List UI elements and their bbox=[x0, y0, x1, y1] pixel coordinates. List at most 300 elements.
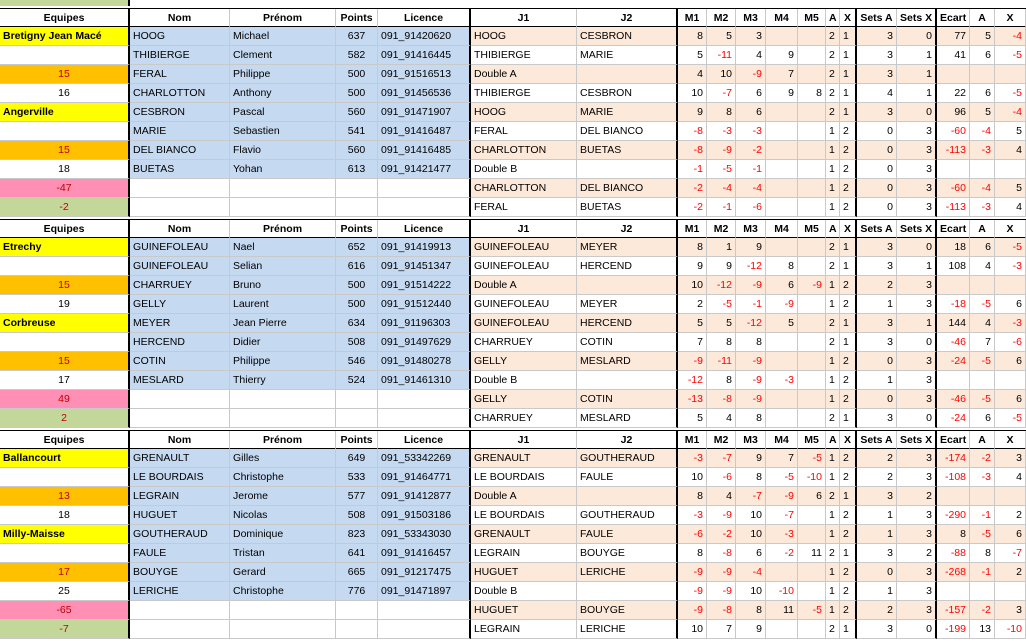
header-cell[interactable]: X bbox=[995, 220, 1026, 239]
cell-a[interactable]: 1 bbox=[826, 352, 840, 371]
cell-j1[interactable]: CHARLOTTON bbox=[471, 179, 577, 198]
cell-a[interactable]: 1 bbox=[826, 179, 840, 198]
cell-points[interactable] bbox=[336, 601, 378, 620]
cell-x[interactable]: 1 bbox=[840, 84, 857, 103]
cell-prenom[interactable]: Christophe bbox=[230, 468, 336, 487]
cell-ex[interactable] bbox=[995, 487, 1026, 506]
header-cell[interactable]: M5 bbox=[798, 220, 826, 239]
cell-ex[interactable]: -3 bbox=[995, 314, 1026, 333]
cell-m2[interactable]: 8 bbox=[736, 333, 766, 352]
cell-nom[interactable]: CESBRON bbox=[130, 103, 230, 122]
cell-j1[interactable]: Double A bbox=[471, 276, 577, 295]
cell-j1[interactable]: Double B bbox=[471, 160, 577, 179]
cell-ex[interactable]: 4 bbox=[995, 468, 1026, 487]
cell-m2[interactable]: -4 bbox=[736, 179, 766, 198]
cell-m2[interactable]: -2 bbox=[736, 141, 766, 160]
cell-points[interactable]: 776 bbox=[336, 582, 378, 601]
cell-j2[interactable]: GOUTHERAUD bbox=[577, 449, 678, 468]
cell-ea[interactable]: -3 bbox=[970, 468, 995, 487]
cell-x[interactable]: 2 bbox=[840, 601, 857, 620]
cell-points[interactable]: 533 bbox=[336, 468, 378, 487]
cell-nom[interactable] bbox=[130, 601, 230, 620]
header-cell[interactable]: Prénom bbox=[230, 220, 336, 239]
cell-ea[interactable]: -5 bbox=[970, 525, 995, 544]
cell-x[interactable]: 2 bbox=[840, 141, 857, 160]
cell-m2[interactable]: -4 bbox=[736, 563, 766, 582]
cell-j2[interactable]: HERCEND bbox=[577, 257, 678, 276]
cell-team[interactable]: 17 bbox=[0, 371, 130, 390]
cell-m3[interactable] bbox=[766, 198, 798, 217]
cell-nom[interactable]: MARIE bbox=[130, 122, 230, 141]
cell-m2[interactable]: 3 bbox=[736, 27, 766, 46]
cell-prenom[interactable]: Flavio bbox=[230, 141, 336, 160]
cell-j2[interactable]: HERCEND bbox=[577, 314, 678, 333]
cell-x[interactable]: 2 bbox=[840, 468, 857, 487]
cell-ex[interactable]: 5 bbox=[995, 179, 1026, 198]
header-cell[interactable]: Sets X bbox=[897, 220, 937, 239]
cell-m2[interactable]: 9 bbox=[736, 449, 766, 468]
cell-sx[interactable]: 0 bbox=[897, 238, 937, 257]
cell-ecart[interactable]: 108 bbox=[937, 257, 970, 276]
cell-m4[interactable] bbox=[798, 179, 826, 198]
cell-ex[interactable]: -4 bbox=[995, 103, 1026, 122]
cell-ecart[interactable]: -108 bbox=[937, 468, 970, 487]
cell-team[interactable]: -47 bbox=[0, 179, 130, 198]
cell-points[interactable] bbox=[336, 390, 378, 409]
cell-ea[interactable] bbox=[970, 276, 995, 295]
cell-j2[interactable]: BOUYGE bbox=[577, 544, 678, 563]
cell-m3[interactable]: -5 bbox=[766, 468, 798, 487]
header-cell[interactable]: Ecart bbox=[937, 431, 970, 450]
cell-m1[interactable]: -9 bbox=[707, 563, 736, 582]
cell-j1[interactable]: CHARRUEY bbox=[471, 333, 577, 352]
cell-ea[interactable]: -2 bbox=[970, 601, 995, 620]
cell-prenom[interactable]: Tristan bbox=[230, 544, 336, 563]
cell-m0[interactable]: -13 bbox=[678, 390, 707, 409]
cell-x[interactable]: 2 bbox=[840, 563, 857, 582]
header-cell[interactable]: Sets X bbox=[897, 431, 937, 450]
cell-points[interactable]: 649 bbox=[336, 449, 378, 468]
cell-team[interactable]: -65 bbox=[0, 601, 130, 620]
cell-prenom[interactable]: Didier bbox=[230, 333, 336, 352]
header-cell[interactable]: Equipes bbox=[0, 9, 130, 28]
cell-j2[interactable]: LERICHE bbox=[577, 563, 678, 582]
cell-x[interactable]: 2 bbox=[840, 371, 857, 390]
cell-m0[interactable]: 2 bbox=[678, 295, 707, 314]
cell-m1[interactable]: -9 bbox=[707, 582, 736, 601]
cell-sx[interactable]: 1 bbox=[897, 65, 937, 84]
cell-a[interactable]: 2 bbox=[826, 27, 840, 46]
header-cell[interactable]: A bbox=[970, 220, 995, 239]
cell-m3[interactable]: -3 bbox=[766, 525, 798, 544]
cell-j1[interactable]: FERAL bbox=[471, 198, 577, 217]
cell-ea[interactable]: 6 bbox=[970, 238, 995, 257]
cell-prenom[interactable] bbox=[230, 601, 336, 620]
cell-team[interactable]: 15 bbox=[0, 276, 130, 295]
cell-prenom[interactable]: Bruno bbox=[230, 276, 336, 295]
cell-nom[interactable]: GRENAULT bbox=[130, 449, 230, 468]
cell-points[interactable]: 823 bbox=[336, 525, 378, 544]
cell-ea[interactable]: -5 bbox=[970, 295, 995, 314]
cell-m2[interactable]: -12 bbox=[736, 257, 766, 276]
cell-nom[interactable]: GOUTHERAUD bbox=[130, 525, 230, 544]
cell-nom[interactable]: MESLARD bbox=[130, 371, 230, 390]
header-cell[interactable]: J2 bbox=[577, 220, 678, 239]
cell-sx[interactable]: 3 bbox=[897, 468, 937, 487]
cell-m0[interactable]: -6 bbox=[678, 525, 707, 544]
cell-licence[interactable]: 091_91421477 bbox=[378, 160, 471, 179]
cell-nom[interactable]: GUINEFOLEAU bbox=[130, 257, 230, 276]
cell-m2[interactable]: -9 bbox=[736, 371, 766, 390]
header-cell[interactable]: Nom bbox=[130, 9, 230, 28]
cell-x[interactable]: 2 bbox=[840, 276, 857, 295]
cell-sa[interactable]: 0 bbox=[857, 390, 897, 409]
header-cell[interactable]: X bbox=[840, 9, 857, 28]
cell-m0[interactable]: 8 bbox=[678, 27, 707, 46]
cell-j1[interactable]: HOOG bbox=[471, 27, 577, 46]
cell-points[interactable]: 508 bbox=[336, 506, 378, 525]
cell-x[interactable]: 2 bbox=[840, 390, 857, 409]
cell-m1[interactable]: -7 bbox=[707, 84, 736, 103]
cell-m4[interactable]: -10 bbox=[798, 468, 826, 487]
cell-j1[interactable]: GRENAULT bbox=[471, 449, 577, 468]
cell-x[interactable]: 2 bbox=[840, 295, 857, 314]
cell-m1[interactable]: -3 bbox=[707, 122, 736, 141]
cell-a[interactable]: 2 bbox=[826, 487, 840, 506]
cell-m3[interactable]: 5 bbox=[766, 314, 798, 333]
header-cell[interactable]: M4 bbox=[766, 220, 798, 239]
cell-nom[interactable]: FAULE bbox=[130, 544, 230, 563]
cell-m1[interactable]: 8 bbox=[707, 103, 736, 122]
cell-ecart[interactable]: -88 bbox=[937, 544, 970, 563]
cell-points[interactable]: 582 bbox=[336, 46, 378, 65]
cell-licence[interactable]: 091_91471907 bbox=[378, 103, 471, 122]
cell-j2[interactable] bbox=[577, 582, 678, 601]
cell-m2[interactable]: 9 bbox=[736, 620, 766, 639]
cell-m3[interactable] bbox=[766, 390, 798, 409]
cell-a[interactable]: 1 bbox=[826, 449, 840, 468]
cell-j2[interactable]: MESLARD bbox=[577, 352, 678, 371]
cell-team[interactable] bbox=[0, 333, 130, 352]
cell-ea[interactable] bbox=[970, 371, 995, 390]
header-cell[interactable]: M2 bbox=[707, 431, 736, 450]
header-cell[interactable]: M5 bbox=[798, 431, 826, 450]
cell-ex[interactable]: -5 bbox=[995, 84, 1026, 103]
cell-a[interactable]: 1 bbox=[826, 563, 840, 582]
cell-sa[interactable]: 3 bbox=[857, 314, 897, 333]
cell-ex[interactable]: 3 bbox=[995, 449, 1026, 468]
cell-prenom[interactable]: Thierry bbox=[230, 371, 336, 390]
cell-m2[interactable]: 9 bbox=[736, 238, 766, 257]
cell-licence[interactable]: 091_91416485 bbox=[378, 141, 471, 160]
cell-team[interactable]: Bretigny Jean Macé bbox=[0, 27, 130, 46]
cell-x[interactable]: 1 bbox=[840, 103, 857, 122]
cell-sa[interactable]: 2 bbox=[857, 449, 897, 468]
cell-m3[interactable] bbox=[766, 27, 798, 46]
cell-m4[interactable] bbox=[798, 65, 826, 84]
cell-licence[interactable]: 091_91497629 bbox=[378, 333, 471, 352]
cell-team[interactable]: Angerville bbox=[0, 103, 130, 122]
cell-m4[interactable] bbox=[798, 525, 826, 544]
cell-licence[interactable] bbox=[378, 409, 471, 428]
cell-m1[interactable]: -11 bbox=[707, 46, 736, 65]
cell-sx[interactable]: 0 bbox=[897, 333, 937, 352]
cell-licence[interactable]: 091_91512440 bbox=[378, 295, 471, 314]
header-cell[interactable]: A bbox=[826, 220, 840, 239]
cell-m2[interactable]: -7 bbox=[736, 487, 766, 506]
cell-team[interactable] bbox=[0, 544, 130, 563]
cell-a[interactable]: 1 bbox=[826, 276, 840, 295]
cell-m2[interactable]: -9 bbox=[736, 390, 766, 409]
cell-nom[interactable]: BOUYGE bbox=[130, 563, 230, 582]
cell-m4[interactable]: 6 bbox=[798, 487, 826, 506]
cell-ea[interactable]: -5 bbox=[970, 352, 995, 371]
cell-sx[interactable]: 0 bbox=[897, 620, 937, 639]
cell-x[interactable]: 1 bbox=[840, 544, 857, 563]
cell-x[interactable]: 2 bbox=[840, 352, 857, 371]
cell-m3[interactable]: 11 bbox=[766, 601, 798, 620]
cell-licence[interactable]: 091_91456536 bbox=[378, 84, 471, 103]
cell-licence[interactable] bbox=[378, 390, 471, 409]
cell-m0[interactable]: -3 bbox=[678, 506, 707, 525]
cell-m1[interactable]: -1 bbox=[707, 198, 736, 217]
cell-m3[interactable] bbox=[766, 563, 798, 582]
cell-sx[interactable]: 3 bbox=[897, 525, 937, 544]
cell-nom[interactable]: HERCEND bbox=[130, 333, 230, 352]
cell-prenom[interactable]: Michael bbox=[230, 27, 336, 46]
cell-j2[interactable]: COTIN bbox=[577, 333, 678, 352]
cell-j2[interactable]: DEL BIANCO bbox=[577, 122, 678, 141]
cell-ex[interactable]: 6 bbox=[995, 352, 1026, 371]
cell-m4[interactable]: 8 bbox=[798, 84, 826, 103]
cell-m0[interactable]: 10 bbox=[678, 276, 707, 295]
cell-sx[interactable]: 3 bbox=[897, 371, 937, 390]
cell-m2[interactable]: 10 bbox=[736, 506, 766, 525]
cell-m4[interactable] bbox=[798, 314, 826, 333]
cell-ecart[interactable] bbox=[937, 371, 970, 390]
cell-m2[interactable]: 8 bbox=[736, 468, 766, 487]
cell-x[interactable]: 1 bbox=[840, 257, 857, 276]
cell-ea[interactable]: -1 bbox=[970, 563, 995, 582]
cell-team[interactable]: Etrechy bbox=[0, 238, 130, 257]
cell-m4[interactable]: 11 bbox=[798, 544, 826, 563]
cell-m4[interactable] bbox=[798, 238, 826, 257]
cell-licence[interactable]: 091_91503186 bbox=[378, 506, 471, 525]
cell-ea[interactable] bbox=[970, 487, 995, 506]
cell-sa[interactable]: 3 bbox=[857, 620, 897, 639]
cell-j1[interactable]: FERAL bbox=[471, 122, 577, 141]
cell-sa[interactable]: 3 bbox=[857, 487, 897, 506]
cell-m4[interactable] bbox=[798, 160, 826, 179]
cell-m4[interactable]: -5 bbox=[798, 601, 826, 620]
cell-ea[interactable]: -1 bbox=[970, 506, 995, 525]
header-cell[interactable]: Licence bbox=[378, 431, 471, 450]
header-cell[interactable]: M1 bbox=[678, 431, 707, 450]
cell-m2[interactable]: 6 bbox=[736, 103, 766, 122]
cell-m2[interactable]: -1 bbox=[736, 160, 766, 179]
header-cell[interactable]: Nom bbox=[130, 220, 230, 239]
cell-j1[interactable]: HUGUET bbox=[471, 563, 577, 582]
header-cell[interactable]: M1 bbox=[678, 220, 707, 239]
cell-m0[interactable]: 10 bbox=[678, 468, 707, 487]
cell-points[interactable]: 500 bbox=[336, 65, 378, 84]
cell-sx[interactable]: 0 bbox=[897, 103, 937, 122]
cell-nom[interactable]: HOOG bbox=[130, 27, 230, 46]
cell-prenom[interactable] bbox=[230, 620, 336, 639]
cell-sa[interactable]: 2 bbox=[857, 276, 897, 295]
cell-m0[interactable]: -9 bbox=[678, 563, 707, 582]
cell-m3[interactable] bbox=[766, 238, 798, 257]
header-cell[interactable]: Sets X bbox=[897, 9, 937, 28]
cell-j1[interactable]: THIBIERGE bbox=[471, 84, 577, 103]
cell-ecart[interactable]: -60 bbox=[937, 122, 970, 141]
cell-j1[interactable]: CHARLOTTON bbox=[471, 141, 577, 160]
cell-ecart[interactable]: 8 bbox=[937, 525, 970, 544]
cell-m1[interactable]: -2 bbox=[707, 525, 736, 544]
cell-j1[interactable]: THIBIERGE bbox=[471, 46, 577, 65]
cell-m0[interactable]: 10 bbox=[678, 84, 707, 103]
cell-licence[interactable]: 091_91420620 bbox=[378, 27, 471, 46]
cell-points[interactable]: 577 bbox=[336, 487, 378, 506]
cell-sx[interactable]: 3 bbox=[897, 295, 937, 314]
cell-prenom[interactable] bbox=[230, 409, 336, 428]
cell-ecart[interactable]: 41 bbox=[937, 46, 970, 65]
cell-prenom[interactable]: Dominique bbox=[230, 525, 336, 544]
header-cell[interactable]: A bbox=[826, 9, 840, 28]
header-cell[interactable]: Equipes bbox=[0, 220, 130, 239]
cell-m0[interactable]: -12 bbox=[678, 371, 707, 390]
cell-m3[interactable]: 8 bbox=[766, 257, 798, 276]
cell-points[interactable]: 541 bbox=[336, 122, 378, 141]
cell-m4[interactable] bbox=[798, 257, 826, 276]
header-cell[interactable]: M3 bbox=[736, 431, 766, 450]
cell-points[interactable] bbox=[336, 179, 378, 198]
cell-licence[interactable] bbox=[378, 601, 471, 620]
cell-m4[interactable] bbox=[798, 333, 826, 352]
cell-j1[interactable]: GUINEFOLEAU bbox=[471, 257, 577, 276]
cell-m0[interactable]: -8 bbox=[678, 141, 707, 160]
cell-m0[interactable]: 7 bbox=[678, 333, 707, 352]
cell-a[interactable]: 2 bbox=[826, 238, 840, 257]
cell-ex[interactable]: 5 bbox=[995, 122, 1026, 141]
cell-m4[interactable] bbox=[798, 563, 826, 582]
cell-licence[interactable]: 091_91416487 bbox=[378, 122, 471, 141]
cell-ex[interactable]: -5 bbox=[995, 238, 1026, 257]
cell-sa[interactable]: 0 bbox=[857, 141, 897, 160]
cell-m3[interactable] bbox=[766, 409, 798, 428]
cell-m3[interactable]: -7 bbox=[766, 506, 798, 525]
cell-team[interactable] bbox=[0, 257, 130, 276]
cell-ea[interactable]: 5 bbox=[970, 27, 995, 46]
header-cell[interactable]: X bbox=[995, 9, 1026, 28]
cell-a[interactable]: 2 bbox=[826, 544, 840, 563]
cell-ex[interactable]: 6 bbox=[995, 390, 1026, 409]
cell-m1[interactable]: -12 bbox=[707, 276, 736, 295]
cell-points[interactable] bbox=[336, 409, 378, 428]
cell-a[interactable]: 2 bbox=[826, 314, 840, 333]
cell-m2[interactable]: 8 bbox=[736, 601, 766, 620]
cell-sa[interactable]: 0 bbox=[857, 352, 897, 371]
cell-j2[interactable]: MARIE bbox=[577, 103, 678, 122]
cell-m2[interactable]: -9 bbox=[736, 352, 766, 371]
cell-m0[interactable]: -1 bbox=[678, 160, 707, 179]
cell-sx[interactable]: 3 bbox=[897, 601, 937, 620]
cell-team[interactable]: 18 bbox=[0, 506, 130, 525]
cell-a[interactable]: 2 bbox=[826, 46, 840, 65]
cell-m4[interactable] bbox=[798, 409, 826, 428]
cell-j2[interactable] bbox=[577, 487, 678, 506]
cell-ea[interactable] bbox=[970, 65, 995, 84]
cell-x[interactable]: 1 bbox=[840, 46, 857, 65]
cell-sa[interactable]: 3 bbox=[857, 103, 897, 122]
cell-j1[interactable]: GRENAULT bbox=[471, 525, 577, 544]
cell-prenom[interactable]: Pascal bbox=[230, 103, 336, 122]
cell-points[interactable]: 500 bbox=[336, 295, 378, 314]
cell-sx[interactable]: 3 bbox=[897, 122, 937, 141]
cell-m0[interactable]: -2 bbox=[678, 198, 707, 217]
cell-x[interactable]: 2 bbox=[840, 525, 857, 544]
cell-m4[interactable] bbox=[798, 103, 826, 122]
cell-m1[interactable]: -8 bbox=[707, 544, 736, 563]
header-cell[interactable]: J1 bbox=[471, 9, 577, 28]
cell-ex[interactable]: 6 bbox=[995, 525, 1026, 544]
cell-sa[interactable]: 3 bbox=[857, 409, 897, 428]
cell-m1[interactable]: -8 bbox=[707, 601, 736, 620]
cell-x[interactable]: 1 bbox=[840, 314, 857, 333]
header-cell[interactable]: M2 bbox=[707, 9, 736, 28]
cell-a[interactable]: 1 bbox=[826, 198, 840, 217]
cell-points[interactable]: 616 bbox=[336, 257, 378, 276]
cell-j1[interactable]: Double A bbox=[471, 65, 577, 84]
cell-prenom[interactable]: Philippe bbox=[230, 65, 336, 84]
cell-a[interactable]: 1 bbox=[826, 582, 840, 601]
cell-m0[interactable]: 4 bbox=[678, 65, 707, 84]
cell-m3[interactable]: 7 bbox=[766, 449, 798, 468]
cell-sa[interactable]: 3 bbox=[857, 65, 897, 84]
cell-team[interactable] bbox=[0, 122, 130, 141]
cell-m1[interactable]: 7 bbox=[707, 620, 736, 639]
header-cell[interactable]: Prénom bbox=[230, 431, 336, 450]
cell-team[interactable]: 15 bbox=[0, 141, 130, 160]
cell-sa[interactable]: 1 bbox=[857, 295, 897, 314]
cell-sa[interactable]: 1 bbox=[857, 525, 897, 544]
cell-licence[interactable] bbox=[378, 620, 471, 639]
cell-ea[interactable] bbox=[970, 160, 995, 179]
cell-m3[interactable] bbox=[766, 352, 798, 371]
cell-m2[interactable]: -3 bbox=[736, 122, 766, 141]
cell-x[interactable]: 2 bbox=[840, 198, 857, 217]
cell-ex[interactable] bbox=[995, 371, 1026, 390]
cell-j1[interactable]: CHARRUEY bbox=[471, 409, 577, 428]
cell-ea[interactable]: 6 bbox=[970, 409, 995, 428]
cell-licence[interactable]: 091_53343030 bbox=[378, 525, 471, 544]
cell-x[interactable]: 1 bbox=[840, 487, 857, 506]
cell-ea[interactable]: -4 bbox=[970, 179, 995, 198]
cell-j2[interactable]: LERICHE bbox=[577, 620, 678, 639]
header-cell[interactable]: X bbox=[995, 431, 1026, 450]
cell-team[interactable]: Corbreuse bbox=[0, 314, 130, 333]
header-cell[interactable]: Ecart bbox=[937, 220, 970, 239]
cell-sa[interactable]: 0 bbox=[857, 198, 897, 217]
cell-a[interactable]: 2 bbox=[826, 409, 840, 428]
cell-ex[interactable]: 2 bbox=[995, 506, 1026, 525]
cell-nom[interactable] bbox=[130, 620, 230, 639]
cell-m1[interactable]: -5 bbox=[707, 295, 736, 314]
cell-m2[interactable]: 10 bbox=[736, 582, 766, 601]
cell-j2[interactable] bbox=[577, 371, 678, 390]
cell-nom[interactable]: BUETAS bbox=[130, 160, 230, 179]
header-cell[interactable]: Ecart bbox=[937, 9, 970, 28]
